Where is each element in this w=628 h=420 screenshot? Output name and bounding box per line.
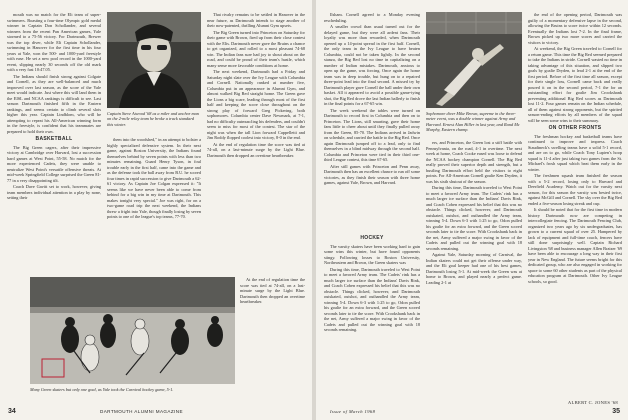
author-signature: ALBERT C. JONES '68 bbox=[567, 400, 618, 405]
left-column-3b bbox=[240, 277, 305, 389]
paragraph: It should be noted that for the first time in modern history Dartmouth now are competing in intercollegiate fencing. The Dartmouth Fencing Club, organized two years ago by six undergraduates, has grown to a current squad of over 25. Hampered by lack of equipment and full-time coach, fencers have still done surprisingly well. Captain Richard Livingston '68 and business manager Allen Braizer '69 have been able to encourage a long way in their first year in New England. The future seems bright for this dedicated group, who are also engaged in working for space to some 60 other students as part of the physical education program at Dartmouth. Other Ivy League schools, so good. bbox=[528, 207, 622, 284]
page-number-right: 35 bbox=[612, 408, 620, 415]
right-column-2 bbox=[426, 140, 522, 393]
paragraph: The Indians should finish strong against Colgate and Cornell, as they are well-balanced and much improved over last season, as the score of the Yale meet would indicate. Just where this will land them in the EISL and NCAA rankings is difficult to see. Last season Dartmouth finished fifth in the Eastern rankings, and seems certain to climb several slots higher this year. Captain Lindblom, who will be attempting to repeat his All-American winning form in the freestyle, is confident that his teammates are prepared to hold their own. bbox=[7, 73, 101, 134]
basketball-heading: BASKETBALL bbox=[35, 136, 73, 142]
paragraph: The week weekend the tables were turned on Dartmouth to record first in Columbia and then on to Princeton. The Lions, still smarting, gave their home fans little to cheer about until they finally pulled away from the Green, 85-70. The Indians arrived in Jadwin on schedule, and carried the battle to the Big Red. Once again Dartmouth jumped off to a lead, only to find themselves in a blind midway through the second half. Columbia and Princeton were tied in their third one-third League contest, this time 67-65. bbox=[324, 107, 420, 162]
diver-photo bbox=[426, 12, 522, 108]
paragraph: The freshmen squash team finished the season with a 5-2 record, losing only to Harvard and Deerfield Academy. Watch out for the varsity next season, for this season the varsity was bested twice, against McGill and Cornell. The sky over the Big Red ended a five-season losing streak and cup. bbox=[528, 173, 622, 206]
paragraph: During this time, Dartmouth traveled to West Point to meet a favored Army team. The Cadets' rink has a much larger ice surface than the Indians' Davis Rink, and Coach Coben expressed his belief that this was no obstacle. Things clicked, however, and Dartmouth outskated, outshot, and outhandled the Army team, winning 5-4. Down 6-3 with 1:25 to go, Odon pulled his goalie for an extra forward, and the Green scored seconds later to tie the score. With Crookshank back in the net, Army suffered a major swing in favor of the Cadets and pulled out the winning goal with 18 seconds remaining. bbox=[426, 185, 522, 251]
paragraph: the end of the opening period, Dartmouth was guilty of a momentary defensive lapse in the second, allowing the Bruins to score twice within 12 seconds. Eventually the Indians lost 7-2. In the final frame, Brown picked up two more scores and carried the visitors to victory. bbox=[528, 12, 622, 45]
right-column-1b bbox=[324, 233, 420, 393]
page-number-left: 34 bbox=[8, 408, 16, 415]
paragraph: At the end of regulation time the score was tied at 74-all, on a last-minute surge by the Light Blue. Dartmouth then dropped an overtime heartbreaker. bbox=[207, 141, 305, 158]
paragraph: The next weekend, Dartmouth had a Friday and Saturday night slate over the Ivy League with Columbia and Cornell. Nationally ranked at number five, Columbia put in an appearance in Alumni Gym, and almost walked Big Red straight home. The Green gave the Lions a big scare, leading through most of the first half and keeping the score close throughout on the strong play of forward Greg Pickering, both sophomores. Columbia center Dave Newmark, at 7-1, had no difficulty outmuscling his defenders, and couldn't seem to miss for most of the contest. The star of the night was when the tall Lion forward Cappelletti and Jim Roddy flopped coolest into victory, 8-0 in the end. bbox=[207, 69, 305, 140]
other-fronts-heading: ON OTHER FRONTS bbox=[548, 125, 602, 131]
paragraph: After still games with Princeton and Penn away, Dartmouth then has an excellent chance to run off some victories, as they finish their season with three home games, against Yale, Brown, and Harvard. bbox=[324, 163, 420, 185]
paragraph: A smaller crowd than usual turned out for the delayed game, but they were all ardent fans. Their loyalty was more than rewarded, when Dartmouth opened up a 14-point spread in the first half. Cornell, the only team in the Ivy League to have beaten Columbia, could not be taken lightly. In the second stanza, the Big Red lost no time in capitalizing on a number of Indian mistakes. Dartmouth, anxious to open up the game, was forcing. Once again the home team was in deep trouble, but hung on to a repaired three-point lead into the final second. A missed try by Dartmouth player gave Cornell the ball under their own basket. All it appeared to avoid a possible game-tying shot, the Big Red drove the last Indian ballerly to finish in the final points for a 67-65 win. bbox=[324, 24, 420, 106]
paragraph: The varsity skaters have been working hard to gain some wins this winter, but have found opponents stingy. Following losses to Boston University, Northeastern and Brown, the Green skaters was bbox=[324, 243, 420, 265]
right-column-3 bbox=[528, 12, 622, 396]
hockey-heading: HOCKEY bbox=[360, 235, 384, 241]
hockey-photo bbox=[30, 277, 235, 384]
paragraph: The freshman hockey and basketball teams have continued to improve and impress. Coach Staudtneck's swelling teams have a solid 5-1 record, and are on to go, while Coach Tony Lupien's hoop squad is 11-4 after just taking two games from the St. Michael's frosh squad which beat them early in the winter. bbox=[528, 133, 622, 172]
paragraph: Coach Dave Gavitt set to work, however, giving team members individual attention in a play by none, setting their bbox=[7, 184, 101, 200]
left-column-1 bbox=[7, 12, 101, 270]
right-page bbox=[316, 0, 628, 420]
paragraph: During this time, Dartmouth traveled to West Point to meet a favored Army team. The Cadets' rink has a much larger ice surface than the Indians' Davis Rink, and Coach Coben expressed his belief that this was no obstacle. Things clicked, however, and Dartmouth outskated, outshot, and outhandled the Army team, winning 5-4. Down 6-3 with 1:25 to go, Odon pulled his goalie for an extra forward, and the Green scored seconds later to tie the score. With Crookshank back in the net, Army suffered a major swing in favor of the Cadets and pulled out the winning goal with 18 seconds remaining. bbox=[324, 266, 420, 332]
diver-caption: Sophomore diver Mike Brown, supreme in the three-meter event, was a double winner against Army and Harvard. Ernest Alan Hiller in last year, and Rand Mc Murphy, Eastern champ. bbox=[426, 111, 520, 133]
left-column-2 bbox=[107, 137, 201, 270]
portrait-photo bbox=[107, 12, 201, 108]
paragraph: Against Yale, Saturday morning of Carnival, the Indian skaters could not get their offense under way, and the Eli goal keeper had one of his best games, Dartmouth losing 5-1. At mid-week the Green was at home to Brown, and played nearly a perfect game. Leading 2-1 at bbox=[426, 252, 522, 285]
right-column-1 bbox=[324, 12, 420, 230]
left-page bbox=[0, 0, 312, 420]
paragraph: That rivalry remains to be settled in Hanover in the near future, as Dartmouth intends to stage another of their now-patented, thrilling Alumni Gym upsets. bbox=[207, 12, 305, 28]
paragraph: mouth was no match for the Eli team of super-swimmers. Boasting a four-time Olympic gold medal winner in Captain Don Schollander, and several winners from the recent Pan American games, Yale stormed to a 75-56 victory. For Dartmouth, Brewer was the top diver, while Eli Captain Schollander, swimming in Hanover for the first time in his four years at Yale, won the 500- and 1000-yard freestyle with ease. He set a new pool record in the 1000-yard event, slipping nearly 30 seconds off the old mark with a very fast 10:47.05. bbox=[7, 12, 101, 72]
paragraph: ers, and Princeton, the Green lost a stiff battle with Pennsylvania, on the road, 4-1 in overtime. The next week at home, Coach Cooke eased was loose to defend the NCAA hockey champion Cornell. The Big Red really proved their superior depth and strength, but a bustling Dartmouth effort held the visitors to eight points. For All-American Cornell goalie Ken Dryden, it was his sixth shutout of the season. bbox=[426, 140, 522, 184]
right-footer: Issue of March 1968 bbox=[330, 409, 376, 414]
paragraph: them into the woodshed," in an attempt to bolster a highly specialized defensive system. In their next game, against Boston University, the Indians found themselves behind by seven points with less than two minutes remaining. Guard Henry Tyson, in foul trouble early in the first half, came into the game and as the defense took the ball away from B.U. he scored four times in rapid succession to give Dartmouth a 62-61 victory. As Captain Joe Colgan expressed it: "It seems like we have never been able to come from behind for a big win in my time at Dartmouth. This makes tonight very special." Joe was right, for on a two-game road trip the next weekend, the Indians threw a fright into Yale, though finally losing by seven points to one of the league's top teams, 77-70. bbox=[107, 137, 201, 219]
paragraph: The Big Green turned into Princeton on Saturday for their game with Brown, fired up from their close contest with the Elis. Dartmouth never gave the Bruins a chance to get organized, and rolled to a most pleasant 74-68 win. The Indian fans sure had joy to shout about on the road, and could be proud of their team's hustle, which many sense more favorable conditions at home. bbox=[207, 29, 305, 68]
paragraph: Ilsham. Cornell agreed to a Monday evening rescheduling. bbox=[324, 12, 420, 23]
hockey-caption: Many Green skaters but only one goal, as Yale took the Carnival hockey game, 5-1. bbox=[30, 387, 174, 392]
portrait-caption: Captain Steve Atwood '68 as a miler and anchor man on the 2-mile relay team he broke a track standard this winter. bbox=[107, 111, 199, 127]
left-column-3 bbox=[207, 12, 305, 270]
paragraph: At weekend, the Big Green traveled to Cornell for a return game. This time the Big Red seemed prepared to take the Indians in stride. Cornell wasted no time in taking advantage of this situation, and slipped two goals by goalie Dryden, to lead 2-1 at the end of the first period. Before of the first time all season, except for their single loss, Cornell came back and really poured it on in the second period, 7-1 the for an outstanding effort for goalie Jim Crookshank preventing additional Big Red scores as Dartmouth lost 11-2. Four games remain on the Indian schedule, all of them against strong opponents, but the spirited season-ending efforts by all members of the squad will be seen some wins to their summary. bbox=[528, 46, 622, 123]
paragraph: The Big Green cagers, after their impressive victory at Cambridge over Harvard, lost a succession hard games at West Point, 55-58. No match for the more experienced Cadets, they were unable to neutralize West Point's versatile offensive threats. At mid-week Springfield College surprised the Green 81-77 in a very disappointing tilt. bbox=[7, 144, 101, 183]
paragraph: At the end of regulation time the score was tied at 74-all, on a last-minute surge by the Light Blue. Dartmouth then dropped an overtime heartbreaker. bbox=[240, 277, 305, 304]
left-footer: DARTMOUTH ALUMNI MAGAZINE bbox=[100, 409, 183, 414]
